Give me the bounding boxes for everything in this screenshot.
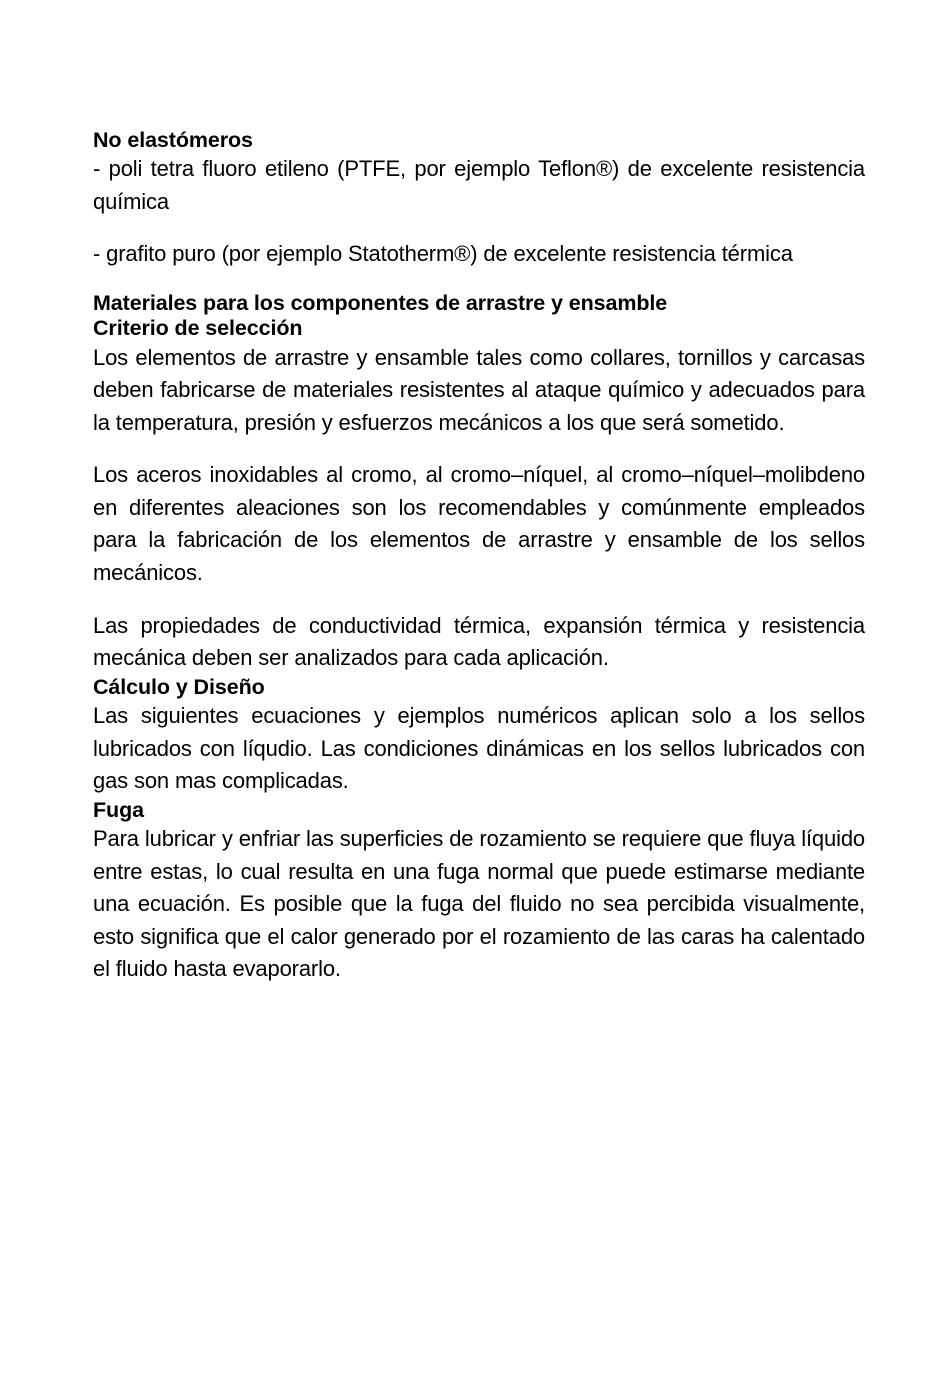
paragraph: Los elementos de arrastre y ensamble tales como collares, tornillos y carcasas deben fabricarse de materiales resistentes al ataque químico y adecuados para la temperatura, presión y esfuerzos mecánicos a los que será sometido. [93,344,865,435]
section-calculo-y-diseno [93,675,865,798]
paragraph: Las siguientes ecuaciones y ejemplos numéricos aplican solo a los sellos lubricados con líqudio. Las condiciones dinámicas en los sellos lubricados con gas son mas complicadas. [93,703,865,794]
section-materiales-arrastre-ensamble [93,291,865,316]
section-criterio-de-seleccion [93,316,865,674]
list-item: - grafito puro (por ejemplo Statotherm®) de excelente resistencia térmica [93,241,793,267]
list-item: - poli tetra fluoro etileno (PTFE, por ejemplo Teflon®) de excelente resistencia química [93,156,865,214]
paragraph: Las propiedades de conductividad térmica, expansión térmica y resistencia mecánica deben ser analizados para cada aplicación. [93,612,865,671]
section-fuga [93,798,865,986]
paragraph: Para lubricar y enfriar las superficies de rozamiento se requiere que fluya líquido entre estas, lo cual resulta en una fuga normal que puede estimarse mediante una ecuación. Es posible que la fuga del fluido no sea percibida visualmente, esto significa que el calor generado por el rozamiento de las caras ha calentado el fluido hasta evaporarlo. [93,826,865,982]
section-no-elastomeros [93,128,865,271]
heading-calculo-y-diseno: Cálculo y Diseño [93,674,265,699]
heading-fuga: Fuga [93,797,144,822]
document-body [93,128,865,986]
heading-materiales-arrastre-ensamble: Materiales para los componentes de arrastre y ensamble [93,291,668,315]
paragraph: Los aceros inoxidables al cromo, al cromo–níquel, al cromo–níquel–molibdeno en diferentes aleaciones son los recomendables y comúnmente empleados para la fabricación de los elementos de arrastre y ensamble de los sellos mecánicos. [93,462,865,585]
heading-criterio-de-seleccion: Criterio de selección [93,316,303,341]
heading-no-elastomeros: No elastómeros [93,128,253,152]
